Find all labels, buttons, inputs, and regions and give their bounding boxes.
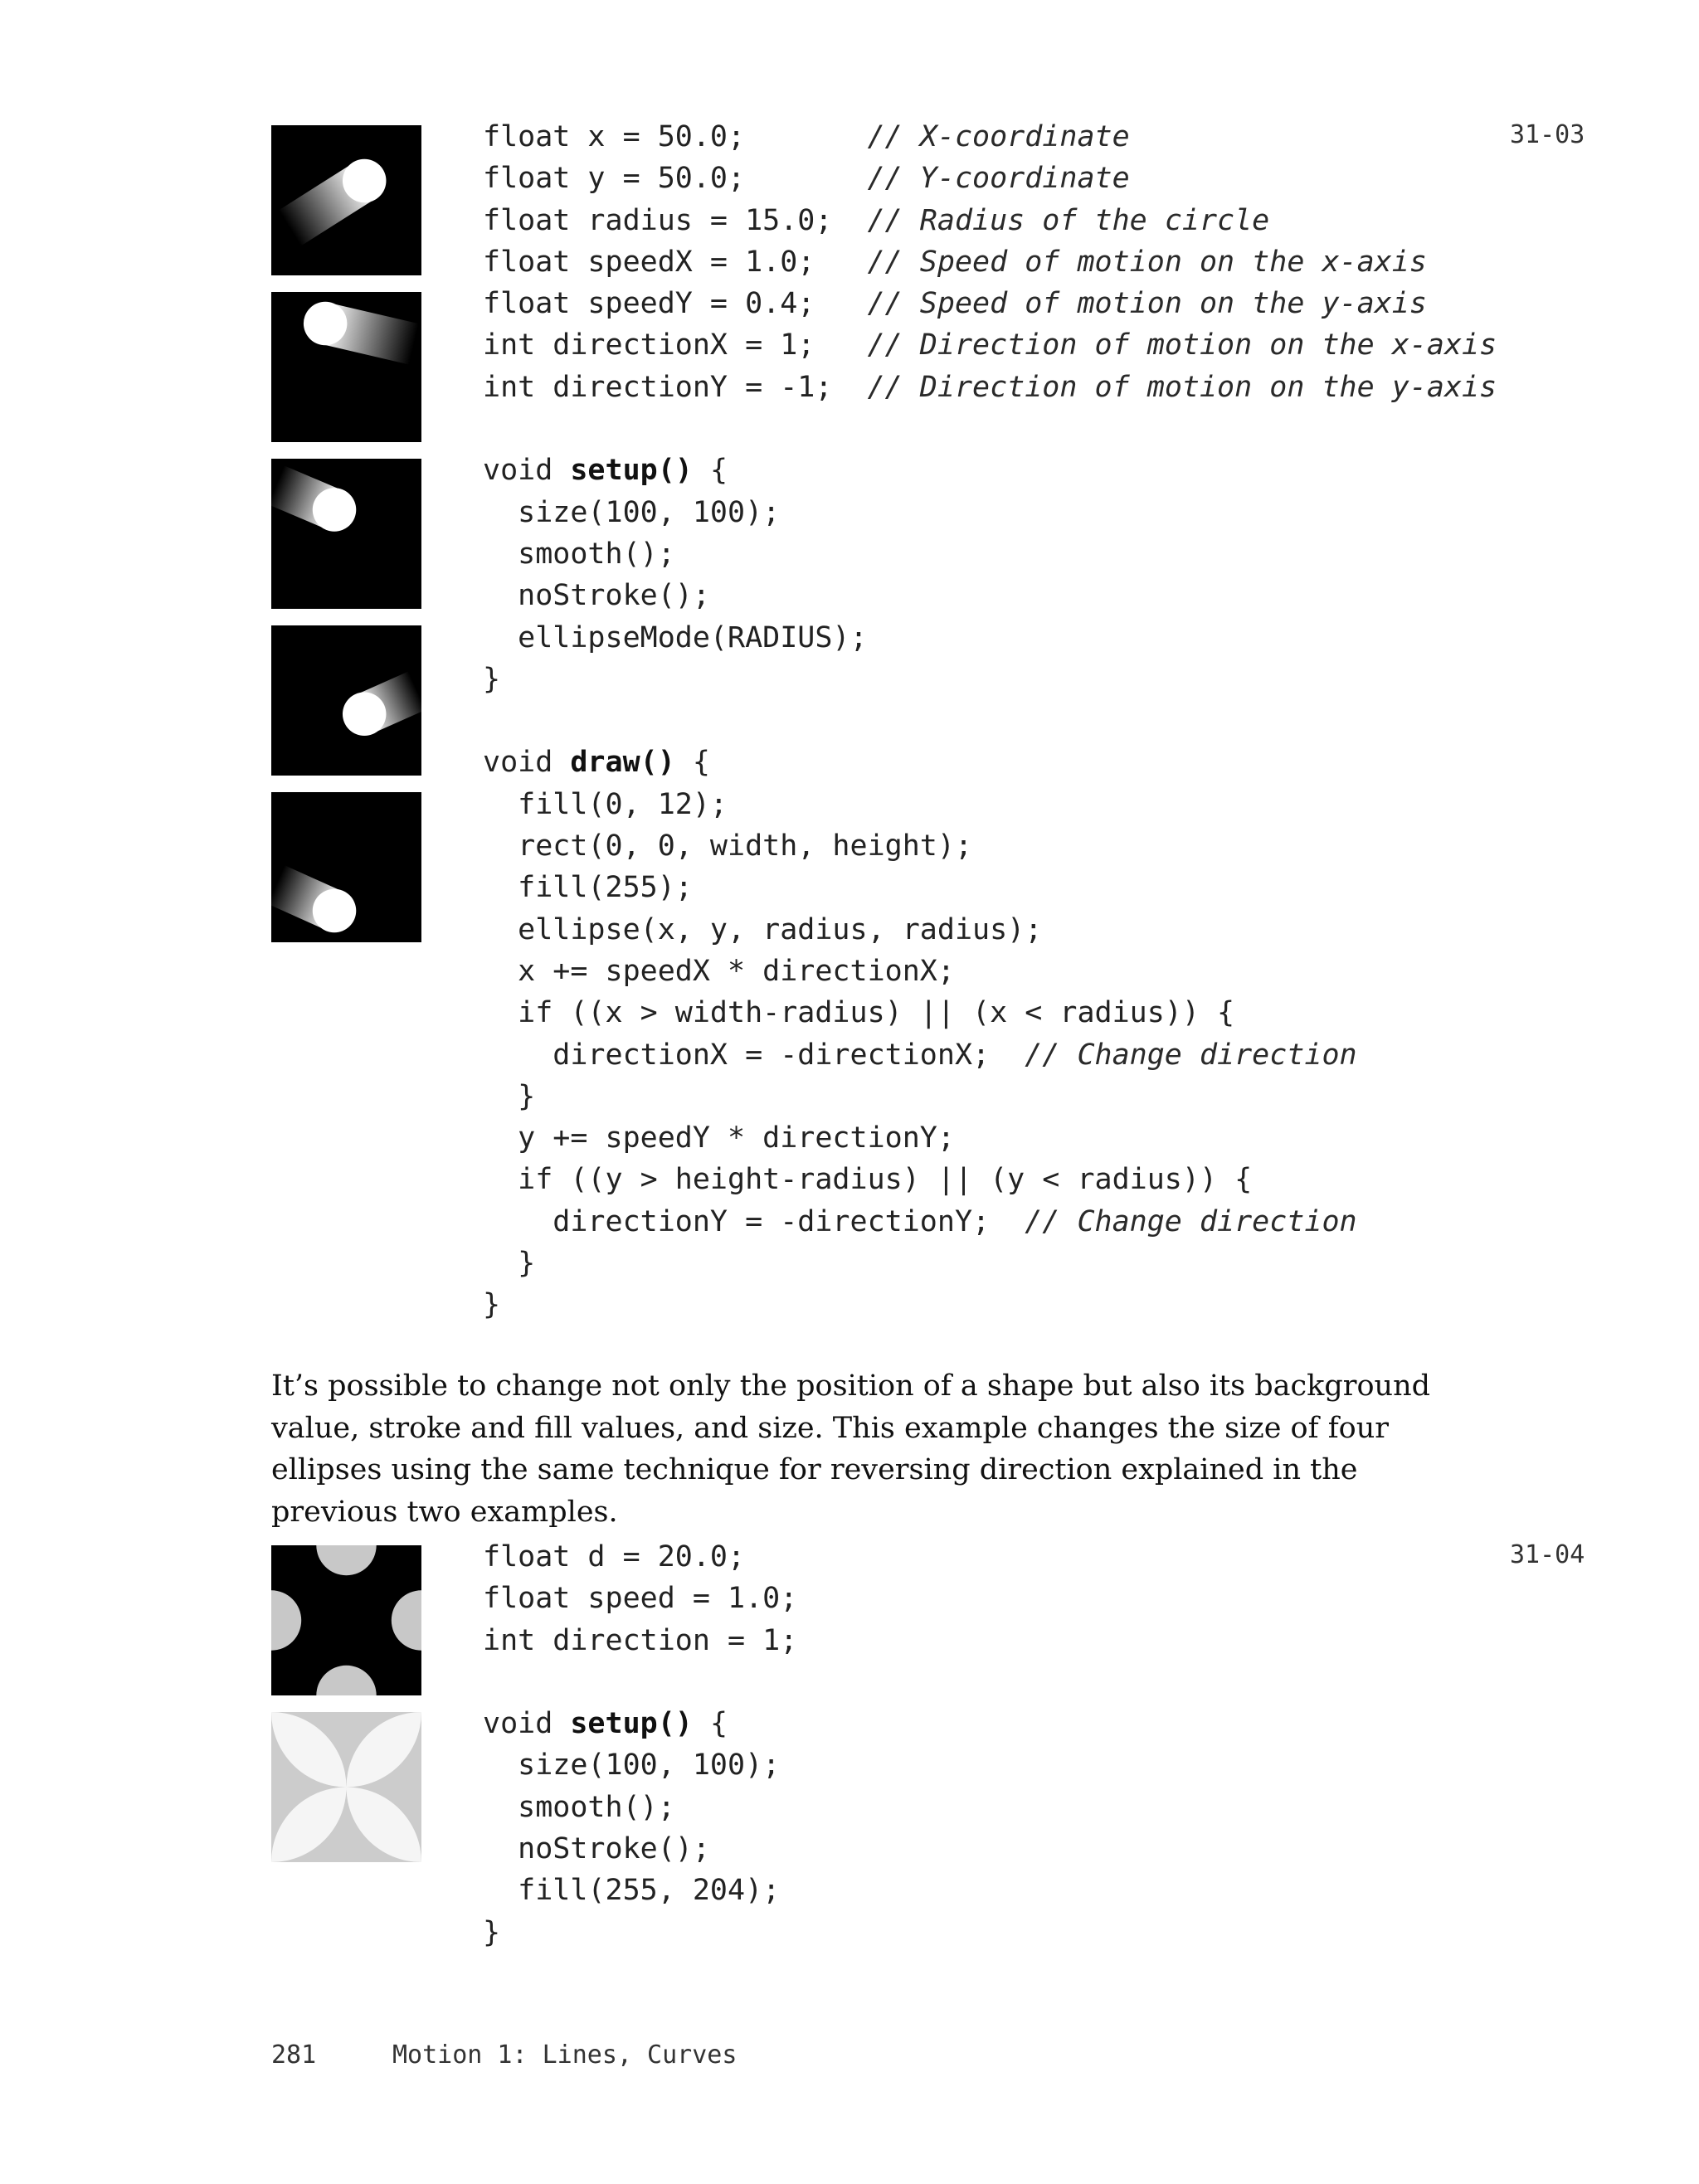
code-line <box>483 241 1497 283</box>
code-line <box>483 450 1497 491</box>
motion-trail-thumbnail-1 <box>271 125 421 275</box>
code-line <box>483 1620 797 1661</box>
code-comment: // Speed of motion on the x-axis <box>867 245 1427 279</box>
code-line <box>483 200 1497 241</box>
code-text: noStroke(); <box>483 1832 710 1866</box>
code-text: directionX = -directionX; <box>483 1038 1025 1072</box>
code-line <box>483 659 1497 700</box>
code-line <box>483 1243 1497 1284</box>
code-line <box>483 158 1497 199</box>
code-line <box>483 575 1497 616</box>
code-text: directionY = -directionY; <box>483 1204 1025 1238</box>
code-text: { <box>674 746 710 780</box>
motion-trail-thumbnail-2 <box>271 292 421 442</box>
body-paragraph: It’s possible to change not only the position of a shape but also its background value, stroke and fill values, and size. This example changes the size of four ellipses using the same technique for reversing direction explained in the previous two examples. <box>271 1369 1431 1529</box>
code-line <box>483 1284 1497 1325</box>
code-text: size(100, 100); <box>483 495 781 529</box>
code-function-name: setup() <box>570 1707 693 1741</box>
code-line <box>483 1159 1497 1200</box>
chapter-title: Motion 1: Lines, Curves <box>392 2041 738 2070</box>
code-text: rect(0, 0, width, height); <box>483 829 973 863</box>
code-line <box>483 1661 797 1703</box>
motion-trail-thumbnail-4 <box>271 625 421 776</box>
code-text: int directionY = -1; <box>483 370 868 404</box>
code-line <box>483 1912 797 1953</box>
code-line <box>483 992 1497 1034</box>
motion-trail-thumbnail-5 <box>271 792 421 942</box>
code-text: void <box>483 454 571 488</box>
code-line <box>483 116 1497 158</box>
code-comment: // Direction of motion on the x-axis <box>867 328 1497 362</box>
code-line <box>483 1578 797 1619</box>
code-line <box>483 1703 797 1744</box>
code-text: ellipseMode(RADIUS); <box>483 620 868 654</box>
code-line <box>483 1787 797 1828</box>
code-comment: // Change direction <box>1025 1038 1357 1072</box>
code-text: x += speedX * directionX; <box>483 954 955 988</box>
ellipse-size-thumbnail-1 <box>271 1545 421 1695</box>
code-line <box>483 909 1497 951</box>
code-text: { <box>692 1707 728 1741</box>
code-function-name: setup() <box>570 454 693 488</box>
code-comment: // Radius of the circle <box>867 203 1270 237</box>
code-line <box>483 617 1497 659</box>
code-text: size(100, 100); <box>483 1749 781 1783</box>
code-line <box>483 742 1497 783</box>
code-listing-31-03 <box>483 116 1497 1326</box>
code-line <box>483 367 1497 408</box>
code-line <box>483 1536 797 1578</box>
code-listing-31-04 <box>483 1536 797 1953</box>
code-line <box>483 1201 1497 1243</box>
code-text: float x = 50.0; <box>483 120 868 153</box>
code-line <box>483 951 1497 992</box>
code-text: float radius = 15.0; <box>483 203 868 237</box>
code-line <box>483 533 1497 575</box>
code-text: } <box>483 1247 536 1281</box>
code-text: int direction = 1; <box>483 1623 798 1657</box>
code-line <box>483 408 1497 450</box>
code-text: smooth(); <box>483 537 675 571</box>
code-line <box>483 784 1497 825</box>
code-line <box>483 1034 1497 1076</box>
code-line <box>483 1744 797 1786</box>
code-text: y += speedY * directionY; <box>483 1121 955 1155</box>
code-line <box>483 1870 797 1911</box>
code-text: fill(255); <box>483 871 693 905</box>
code-text: float speedX = 1.0; <box>483 245 868 279</box>
code-text: void <box>483 1707 571 1741</box>
code-text: } <box>483 1288 501 1322</box>
code-text: fill(0, 12); <box>483 787 728 821</box>
code-line <box>483 492 1497 533</box>
code-line <box>483 324 1497 366</box>
ellipse-size-thumbnail-2 <box>271 1712 421 1862</box>
code-comment: // Change direction <box>1025 1204 1357 1238</box>
code-line <box>483 1828 797 1870</box>
code-text: int directionX = 1; <box>483 328 868 362</box>
code-text: float d = 20.0; <box>483 1540 746 1574</box>
code-text: smooth(); <box>483 1790 675 1824</box>
code-comment: // X-coordinate <box>867 120 1130 153</box>
code-text: float y = 50.0; <box>483 162 868 196</box>
code-text: noStroke(); <box>483 579 710 613</box>
page-number: 281 <box>271 2041 317 2070</box>
code-text: if ((y > height-radius) || (y < radius)) { <box>483 1163 1253 1197</box>
code-line <box>483 283 1497 324</box>
code-function-name: draw() <box>570 746 675 780</box>
code-comment: // Speed of motion on the y-axis <box>867 287 1427 321</box>
code-text: void <box>483 746 571 780</box>
code-text: { <box>692 454 728 488</box>
code-text: fill(255, 204); <box>483 1874 781 1908</box>
code-line <box>483 825 1497 867</box>
motion-trail-thumbnail-3 <box>271 459 421 609</box>
code-text: } <box>483 662 501 696</box>
code-text: float speedY = 0.4; <box>483 287 868 321</box>
code-line <box>483 1076 1497 1117</box>
example-number: 31-03 <box>1510 120 1585 149</box>
code-comment: // Direction of motion on the y-axis <box>867 370 1497 404</box>
code-text: ellipse(x, y, radius, radius); <box>483 912 1043 946</box>
code-text: float speed = 1.0; <box>483 1582 798 1616</box>
code-line <box>483 1117 1497 1159</box>
code-text: if ((x > width-radius) || (x < radius)) { <box>483 996 1235 1030</box>
example-number-2: 31-04 <box>1510 1540 1585 1569</box>
code-line <box>483 700 1497 742</box>
code-comment: // Y-coordinate <box>867 162 1130 196</box>
code-text: } <box>483 1079 536 1113</box>
code-text: } <box>483 1915 501 1949</box>
code-line <box>483 867 1497 908</box>
